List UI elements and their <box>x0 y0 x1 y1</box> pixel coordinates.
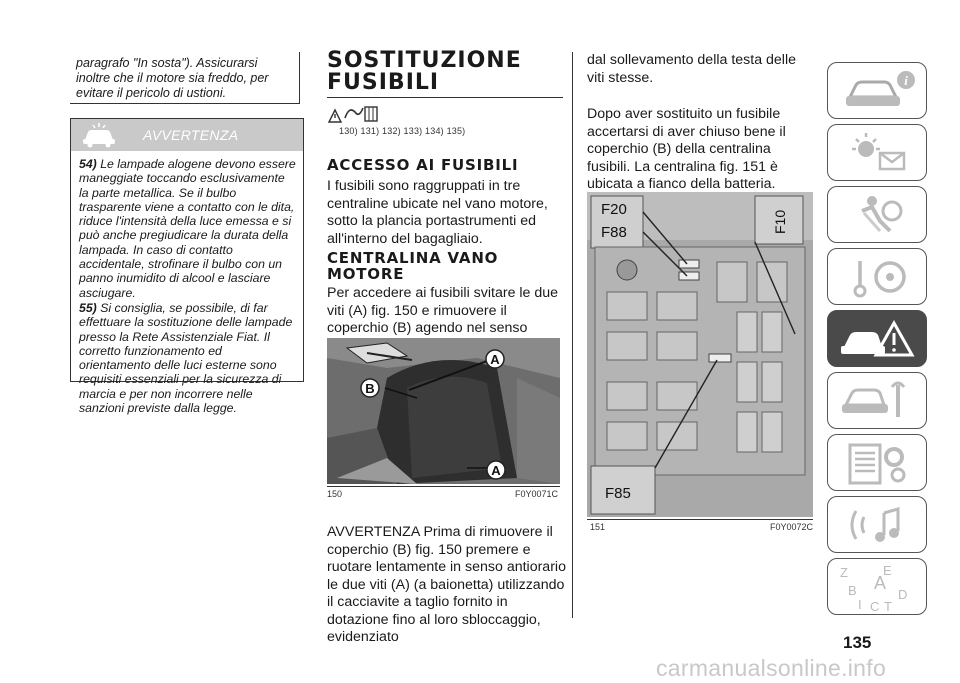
fuse-label-f20: F20 <box>601 201 627 218</box>
tab-starting-driving[interactable] <box>827 248 927 305</box>
warning-item-2-number: 55) <box>79 300 97 315</box>
figure-151-code: F0Y0072C <box>770 522 814 532</box>
warning-header <box>71 119 303 151</box>
tab-maintenance[interactable] <box>827 372 927 429</box>
svg-text:D: D <box>898 587 908 602</box>
warning-item-1 <box>79 157 297 300</box>
intro-note <box>70 52 300 104</box>
fuse-label-f85: F85 <box>605 485 631 502</box>
car-warning-icon <box>79 122 119 148</box>
svg-text:A: A <box>874 573 887 593</box>
fuse-label-f88: F88 <box>601 224 627 241</box>
svg-text:T: T <box>884 599 892 614</box>
watermark: carmanualsonline.info <box>656 655 887 681</box>
engine-bay-title: CENTRALINA VANO MOTORE <box>327 249 499 283</box>
access-title: ACCESSO AI FUSIBILI <box>327 156 519 174</box>
tab-warning-lights[interactable] <box>827 124 927 181</box>
tab-multimedia[interactable] <box>827 496 927 553</box>
figure-150-label-a-top: A <box>490 352 500 367</box>
warning-item-2-text: Si consiglia, se possibile, di far effettuare la sostituzione delle lampade presso la Rete Assistenziale Fiat. Il corretto funzionamento ed orientamento delle luci esterne sono requisiti essenziali per la sicurezza di marcia e per non incorrere nelle sanzioni previste dalla legge. <box>79 300 293 416</box>
right-text-p2: Dopo aver sostituito un fusibile accertarsi di aver chiuso bene il coperchio (B) della centralina fusibili. La centralina fig. 151 è ubicata a fianco della batteria. <box>587 106 786 192</box>
car-info-icon <box>828 63 928 120</box>
multimedia-icon <box>828 497 928 554</box>
figure-150-number: 150 <box>327 489 343 499</box>
tab-emergency[interactable] <box>827 310 927 367</box>
fuse-label-f10: F10 <box>772 209 788 234</box>
svg-text:Z: Z <box>840 565 848 580</box>
tab-car-info[interactable] <box>827 62 927 119</box>
fuse-box-illustration <box>587 192 813 517</box>
figure-150-label-a-bottom: A <box>491 463 501 478</box>
section-title-rule <box>327 97 563 98</box>
warning-refs <box>327 104 466 136</box>
breakdown-icon <box>828 311 928 368</box>
airbag-seat-icon <box>828 187 928 244</box>
figure-150-code: F0Y0071C <box>515 489 559 499</box>
technical-data-icon <box>828 435 928 492</box>
right-text-p1: dal sollevamento della testa delle viti stesse. <box>587 52 797 86</box>
column-divider <box>572 52 573 618</box>
warning-title: AVVERTENZA <box>143 127 239 143</box>
svg-text:i: i <box>904 73 908 88</box>
warning-lights-icon <box>828 125 928 182</box>
avvertenza-text: AVVERTENZA Prima di rimuovere il coperchio (B) fig. 150 premere e ruotare lentamente in senso antiorario le due viti (A) (a baionetta) utilizzando il cacciavite a taglio fornito in dotazione fino al loro sbloccaggio, evidenziato <box>327 524 566 645</box>
figure-151-rule <box>587 519 813 520</box>
warning-item-1-text: Le lampade alogene devono essere maneggiate toccando esclusivamente la parte metallica. Se il bulbo trasparente viene a contatto con le dita, riduce l'intensità della luce emessa e si può anche pregiudicare la durata della lampada. In caso di contatto accidentale, strofinare il bulbo con un panno inumidito di alcool e lasciare asciugare. <box>79 157 296 300</box>
fuse-symbol-icon <box>327 104 379 126</box>
intro-note-text: paragrafo "In sosta"). Assicurarsi inoltre che il motore sia freddo, per evitare il pericolo di ustioni. <box>76 56 269 100</box>
warning-item-1-number: 54) <box>79 157 97 171</box>
fuse-cover-illustration <box>327 338 560 484</box>
warning-box <box>70 118 304 416</box>
tab-technical-data[interactable] <box>827 434 927 491</box>
svg-text:E: E <box>883 563 892 578</box>
figure-150-rule <box>327 486 560 487</box>
access-text: I fusibili sono raggruppati in tre centraline ubicate nel vano motore, sotto la plancia portastrumenti ed all'interno del bagagliaio. <box>327 178 548 247</box>
warning-body <box>71 151 303 415</box>
figure-151-number: 151 <box>590 522 606 532</box>
svg-text:I: I <box>858 597 862 612</box>
car-service-icon <box>828 373 928 430</box>
svg-text:C: C <box>870 599 880 614</box>
page-number: 135 <box>843 633 872 652</box>
figure-150-label-b: B <box>365 381 375 396</box>
engine-bay-text: Per accedere ai fusibili svitare le due viti (A) fig. 150 e rimuovere il coperchio (B) agendo nel senso <box>327 285 559 336</box>
section-title: SOSTITUZIONE FUSIBILI <box>327 48 522 95</box>
tab-index[interactable] <box>827 558 927 615</box>
figure-151-image <box>587 192 813 517</box>
warning-ref-numbers: 130) 131) 132) 133) 134) 135) <box>339 126 466 136</box>
svg-text:B: B <box>848 583 857 598</box>
steering-key-icon <box>828 249 928 306</box>
warning-item-2 <box>79 301 297 415</box>
figure-150-image <box>327 338 560 484</box>
index-icon <box>828 559 928 616</box>
tab-safety[interactable] <box>827 186 927 243</box>
